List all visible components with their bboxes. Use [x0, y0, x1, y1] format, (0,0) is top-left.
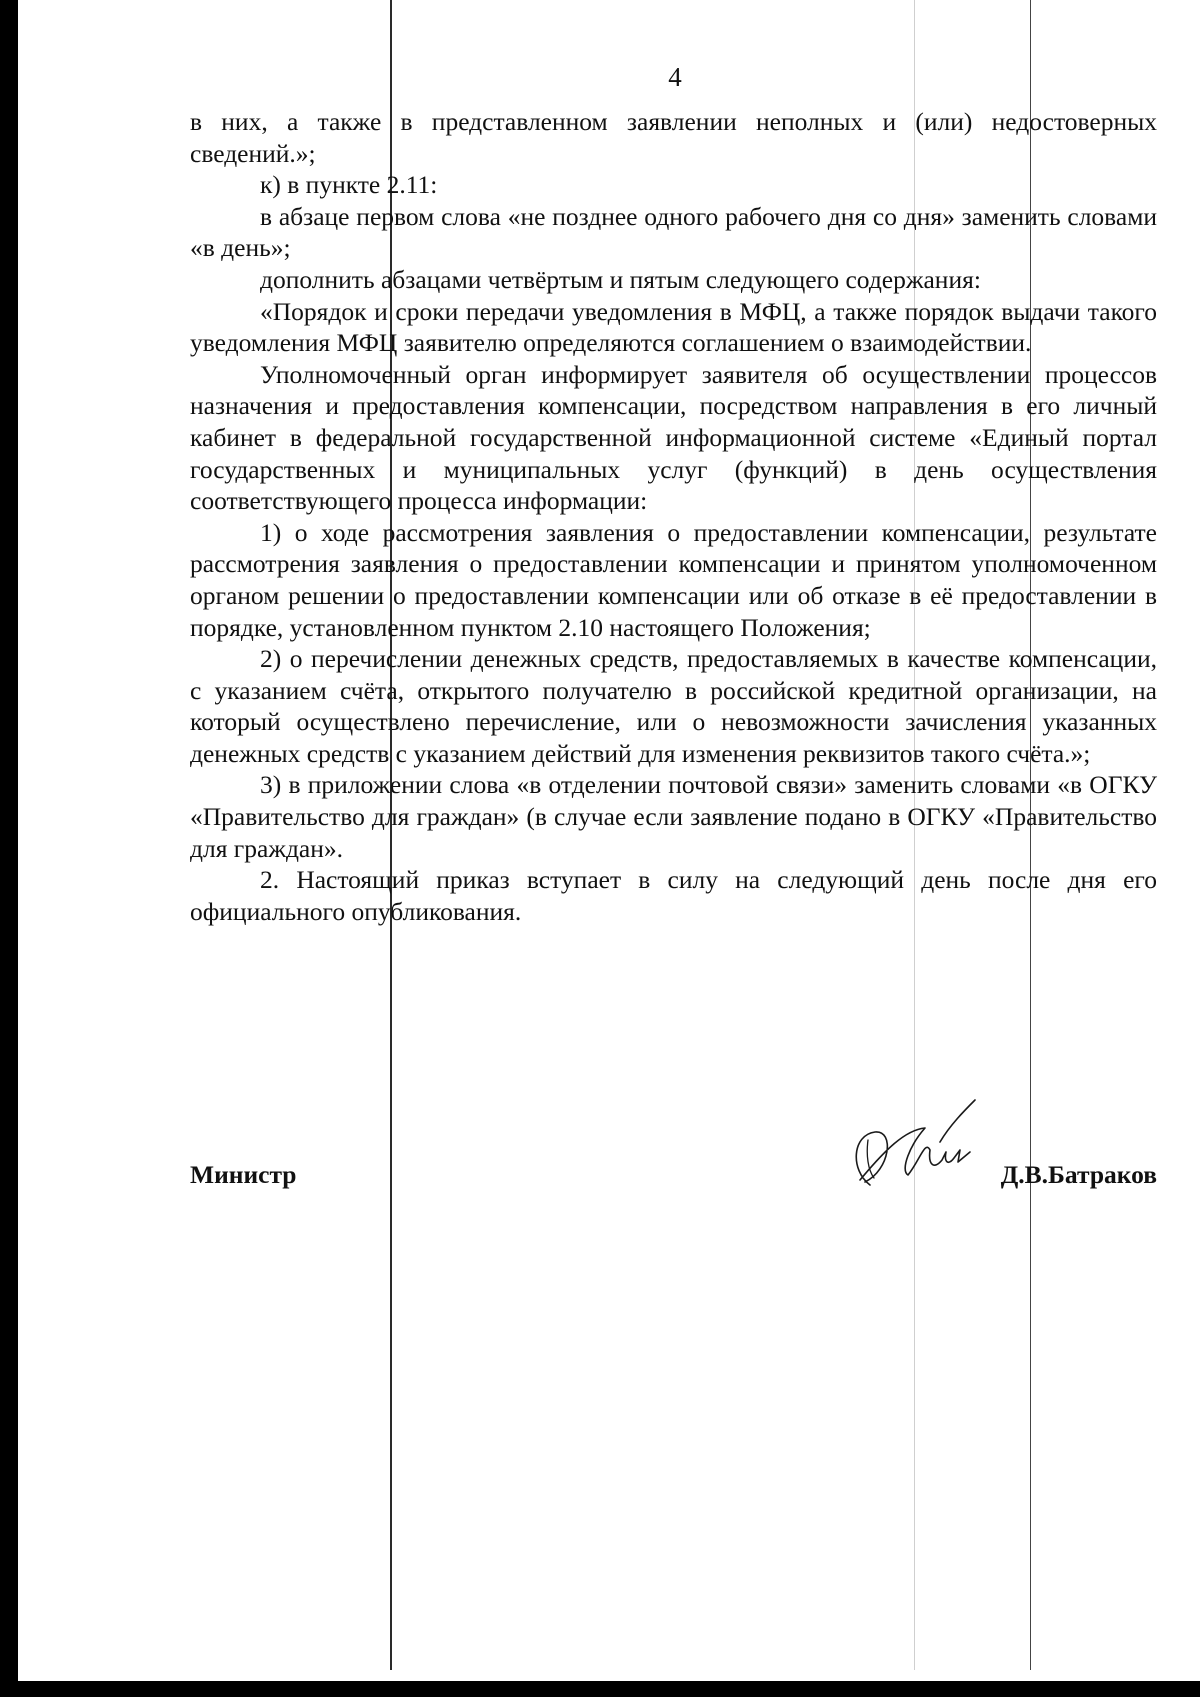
paragraph-item-1: 1) о ходе рассмотрения заявления о предоставлении компенсации, результате рассмотрения заявления о предоставлении компенсации и принятом уполномоченном органом решении о предоставлении компенсации или об отказе в её предоставлении в порядке, установленном пунктом 2.10 настоящего Положения;: [190, 517, 1157, 642]
signatory-position: Министр: [190, 1160, 297, 1189]
paragraph-item-k: к) в пункте 2.11:: [260, 170, 438, 200]
paragraph-continuation: в них, а также в представленном заявлении неполных и (или) недостоверных сведений.»;: [190, 107, 1157, 168]
signature-block: [190, 1160, 1157, 1200]
paragraph-effective-date: 2. Настоящий приказ вступает в силу на следующий день после дня его официального опубликования.: [190, 865, 1157, 926]
paragraph-item-3: 3) в приложении слова «в отделении почтовой связи» заменить словами «в ОГКУ «Правительство для граждан» (в случае если заявление подано в ОГКУ «Правительство для граждан».: [190, 770, 1157, 863]
signatory-name: Д.В.Батраков: [1000, 1160, 1157, 1189]
paragraph-authority-informs: Уполномоченный орган информирует заявителя об осуществлении процессов назначения и предоставления компенсации, посредством направления в его личный кабинет в федеральной государственной информационной системе «Единый портал государственных и муниципальных услуг (функций) в день осуществления соответствующего процесса информации:: [190, 359, 1157, 516]
page-number: 4: [668, 62, 682, 92]
document-body: [190, 106, 1157, 927]
paragraph-first-abzac: в абзаце первом слова «не позднее одного рабочего дня со дня» заменить словами «в день»;: [190, 201, 1157, 263]
scan-bottom-edge: [0, 1681, 1200, 1697]
paragraph-supplement: дополнить абзацами четвёртым и пятым следующего содержания:: [260, 264, 981, 294]
paragraph-item-2: 2) о перечислении денежных средств, предоставляемых в качестве компенсации, с указанием счёта, открытого получателю в российской кредитной организации, на который осуществлено перечисление, или о невозможности зачисления указанных денежных средств с указанием действий для изменения реквизитов такого счёта.»;: [190, 644, 1157, 768]
paragraph-mfc-order: «Порядок и сроки передачи уведомления в МФЦ, а также порядок выдачи такого уведомления МФЦ заявителю определяются соглашением о взаимодействии.: [190, 296, 1157, 358]
scan-left-edge: [0, 0, 18, 1697]
